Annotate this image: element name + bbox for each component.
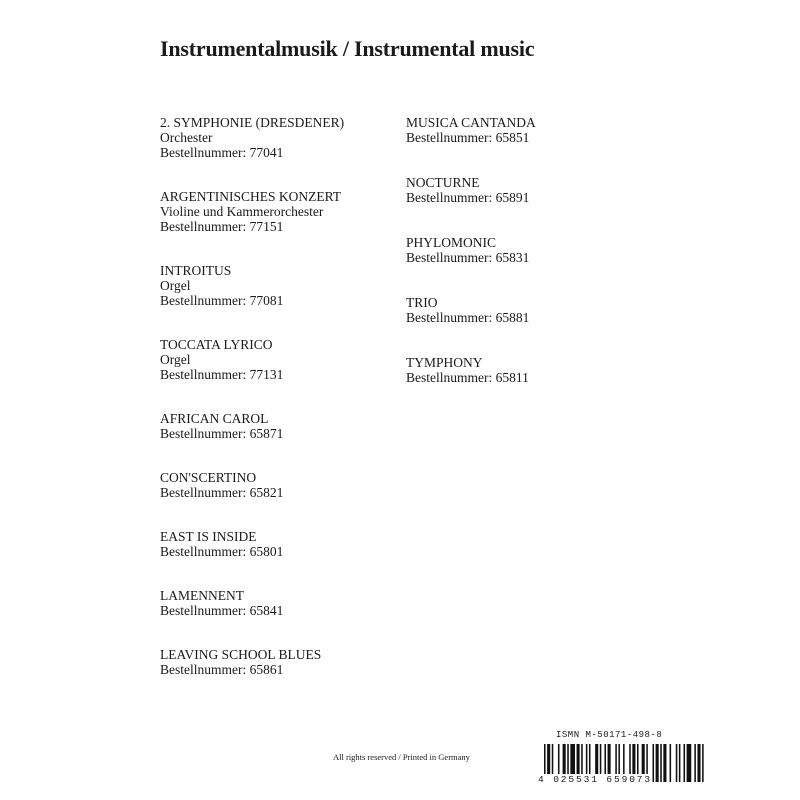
list-item — [406, 175, 606, 205]
order-number: Bestellnummer: 77131 — [160, 367, 284, 382]
order-number: Bestellnummer: 65871 — [160, 426, 284, 441]
work-title: TOCCATA LYRICO — [160, 337, 273, 352]
list-item — [160, 189, 400, 234]
ismn-number: ISMN M-50171-498-8 — [556, 730, 663, 740]
list-item — [160, 411, 400, 441]
barcode-block — [536, 730, 790, 788]
work-instrumentation: Orchester — [160, 130, 213, 145]
order-number: Bestellnummer: 65801 — [160, 544, 284, 559]
work-title: MUSICA CANTANDA — [406, 115, 536, 130]
order-number: Bestellnummer: 65851 — [406, 130, 530, 145]
order-number: Bestellnummer: 65861 — [160, 662, 284, 677]
list-item — [160, 588, 400, 618]
list-item — [160, 647, 400, 677]
list-item — [160, 115, 400, 160]
work-title: ARGENTINISCHES KONZERT — [160, 189, 342, 204]
order-number: Bestellnummer: 65891 — [406, 190, 530, 205]
order-number: Bestellnummer: 77151 — [160, 219, 284, 234]
work-title: PHYLOMONIC — [406, 235, 497, 250]
work-instrumentation: Violine und Kammerorchester — [160, 204, 324, 219]
list-item — [406, 115, 606, 145]
work-title: 2. SYMPHONIE (DRESDENER) — [160, 115, 345, 130]
list-item — [160, 337, 400, 382]
work-title: TYMPHONY — [406, 355, 483, 370]
right-column — [406, 115, 606, 415]
order-number: Bestellnummer: 65841 — [160, 603, 284, 618]
list-item — [406, 355, 606, 385]
work-title: NOCTURNE — [406, 175, 480, 190]
list-item — [160, 529, 400, 559]
work-title: INTROITUS — [160, 263, 232, 278]
work-title: AFRICAN CAROL — [160, 411, 269, 426]
order-number: Bestellnummer: 65821 — [160, 485, 284, 500]
work-title: TRIO — [406, 295, 438, 310]
work-title: LAMENNENT — [160, 588, 244, 603]
order-number: Bestellnummer: 77041 — [160, 145, 284, 160]
order-number: Bestellnummer: 65831 — [406, 250, 530, 265]
page-title: Instrumentalmusik / Instrumental music — [160, 36, 535, 61]
work-instrumentation: Orgel — [160, 352, 191, 367]
order-number: Bestellnummer: 77081 — [160, 293, 284, 308]
work-title: LEAVING SCHOOL BLUES — [160, 647, 322, 662]
order-number: Bestellnummer: 65881 — [406, 310, 530, 325]
list-item — [406, 235, 606, 265]
list-item — [160, 263, 400, 308]
work-title: CON'SCERTINO — [160, 470, 257, 485]
left-column — [160, 115, 400, 706]
ean-number: 4 025531 659073 — [538, 774, 653, 785]
copyright-notice: All rights reserved / Printed in Germany — [333, 752, 470, 762]
list-item — [160, 470, 400, 500]
work-instrumentation: Orgel — [160, 278, 191, 293]
list-item — [406, 295, 606, 325]
order-number: Bestellnummer: 65811 — [406, 370, 529, 385]
work-title: EAST IS INSIDE — [160, 529, 257, 544]
